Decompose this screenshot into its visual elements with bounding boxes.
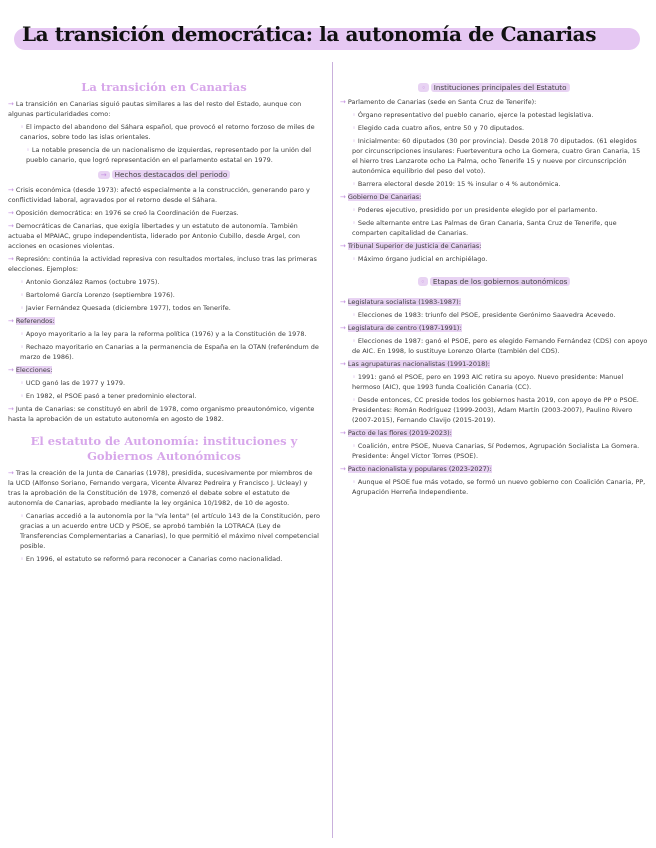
arrow-right-icon: →	[340, 360, 346, 368]
list-item: ◦ Bartolomé García Lorenzo (septiembre 1976).	[20, 291, 175, 299]
bullet-icon: ◦	[20, 291, 24, 299]
arrow-right-icon: →	[8, 186, 14, 194]
list-item: → Elecciones:	[8, 366, 53, 374]
arrow-right-icon: →	[98, 171, 110, 179]
arrow-right-icon: →	[8, 222, 14, 230]
subheading-etapas: ◦ Etapas de los gobiernos autonómicos	[340, 276, 648, 287]
list-item: → Gobierno De Canarias:	[340, 193, 422, 201]
list-item: ◦ En 1996, el estatuto se reformó para reconocer a Canarias como nacionalidad.	[20, 555, 283, 563]
list-item: ◦ Poderes ejecutivo, presidido por un presidente elegido por el parlamento.	[352, 206, 598, 214]
list-item: ◦ Elegido cada cuatro años, entre 50 y 70 diputados.	[352, 124, 525, 132]
bullet-icon: ◦	[20, 555, 24, 563]
list-item: → Pacto de las flores (2019-2023):	[340, 429, 452, 437]
arrow-right-icon: →	[340, 98, 346, 106]
arrow-right-icon: →	[340, 324, 346, 332]
bullet-icon: ◦	[352, 206, 356, 214]
list-item: → Las agrupaturas nacionalistas (1991-2018):	[340, 360, 490, 368]
list-item: ◦ Aunque el PSOE fue más votado, se formó un nuevo gobierno con Coalición Canaria, PP, Agrupación Herreña Independiente.	[352, 478, 646, 496]
bullet-icon: ◦	[352, 137, 356, 145]
bullet-icon: ◦	[26, 146, 30, 154]
list-item: ◦ Elecciones de 1987: ganó el PSOE, pero es elegido Fernando Fernández (CDS) con apoyo de AIC. En 1998, lo sustituye Lorenzo Olarte (también del CDS).	[352, 337, 648, 355]
list-item: → Parlamento de Canarias (sede en Santa Cruz de Tenerife):	[340, 98, 537, 106]
list-item: → Represión: continúa la actividad represiva con resultados mortales, incluso tras las primeras elecciones. Ejemplos:	[8, 255, 317, 273]
subheading-instituciones: ◦ Instituciones principales del Estatuto	[340, 82, 648, 93]
list-item: ◦ Javier Fernández Quesada (diciembre 1977), todos en Tenerife.	[20, 304, 231, 312]
arrow-right-icon: →	[8, 100, 14, 108]
arrow-right-icon: →	[340, 298, 346, 306]
page-title: La transición democrática: la autonomía de Canarias	[22, 22, 597, 46]
section-heading-transicion: La transición en Canarias	[81, 80, 247, 94]
list-item: ◦ Sede alternante entre Las Palmas de Gran Canaria, Santa Cruz de Tenerife, que comparten capitalidad de Canarias.	[352, 219, 617, 237]
list-item: → Referendos:	[8, 317, 55, 325]
bullet-icon: ◦	[352, 396, 356, 404]
left-column	[8, 78, 320, 567]
bullet-icon: ◦	[352, 111, 356, 119]
list-item: → Tribunal Superior de Justicia de Canarias:	[340, 242, 482, 250]
list-item: → Pacto nacionalista y populares (2023-2027):	[340, 465, 492, 473]
list-item: ◦ En 1982, el PSOE pasó a tener predominio electoral.	[20, 392, 197, 400]
bullet-icon: ◦	[418, 277, 428, 286]
bullet-icon: ◦	[20, 512, 24, 520]
bullet-icon: ◦	[20, 330, 24, 338]
list-item: → Junta de Canarias: se constituyó en abril de 1978, como organismo preautonómico, vigente hasta la aprobación de un estatuto autonomía en agosto de 1982.	[8, 405, 315, 423]
list-item: ◦ Apoyo mayoritario a la ley para la reforma política (1976) y a la Constitución de 1978.	[20, 330, 307, 338]
arrow-right-icon: →	[340, 429, 346, 437]
list-item: ◦ Órgano representativo del pueblo canario, ejerce la potestad legislativa.	[352, 111, 594, 119]
subheading-hechos: → Hechos destacados del periodo	[8, 169, 320, 181]
arrow-right-icon: →	[8, 469, 14, 477]
arrow-right-icon: →	[340, 465, 346, 473]
list-item: ◦ Rechazo mayoritario en Canarias a la permanencia de España en la OTAN (referéndum de marzo de 1986).	[20, 343, 319, 361]
bullet-icon: ◦	[352, 311, 356, 319]
list-item: ◦ UCD ganó las de 1977 y 1979.	[20, 379, 126, 387]
bullet-icon: ◦	[352, 442, 356, 450]
bullet-icon: ◦	[20, 123, 24, 131]
list-item: ◦ Desde entonces, CC preside todos los gobiernos hasta 2019, con apoyo de PP o PSOE. Presidentes: Román Rodríguez (1999-2003), Adam Martín (2003-2007), Paulino Rivero (2007-2015), Fernando Clavijo (2015-2019).	[352, 396, 639, 424]
bullet-icon: ◦	[20, 343, 24, 351]
bullet-icon: ◦	[418, 83, 428, 92]
list-item: ◦ Antonio González Ramos (octubre 1975).	[20, 278, 160, 286]
bullet-icon: ◦	[20, 304, 24, 312]
list-item: ◦ 1991: ganó el PSOE, pero en 1993 AIC retira su apoyo. Nuevo presidente: Manuel hermoso (AIC), que 1993 funda Coalición Canaria (CC).	[352, 373, 624, 391]
arrow-right-icon: →	[8, 209, 14, 217]
list-item: ◦ Inicialmente: 60 diputados (30 por provincia). Desde 2018 70 diputados. (61 elegidos por circunscripciones insulares: Fuerteventura ocho La Gomera, cuatro Gran Canaria, 15 el hierro tres Lanzarote ocho La Palma, ocho Tenerife 15 y nueve por circunscripción autonómica equilibrio del peso del voto).	[352, 137, 641, 175]
bullet-icon: ◦	[20, 278, 24, 286]
arrow-right-icon: →	[8, 317, 14, 325]
list-item: → Legislatura socialista (1983-1987):	[340, 298, 461, 306]
list-item: ◦ Canarias accedió a la autonomía por la "vía lenta" (el artículo 143 de la Constitución, pero gracias a un acuerdo entre UCD y PSOE, se aprobó también la LOTRACA (Ley de Transferencias Complementarias a Canarias), lo que permitió el máximo nivel competencial posible.	[20, 512, 320, 550]
title-banner	[14, 22, 640, 54]
list-item: → Legislatura de centro (1987-1991):	[340, 324, 462, 332]
list-item: → La transición en Canarias siguió pautas similares a las del resto del Estado, aunque con algunas particularidades como:	[8, 100, 302, 118]
bullet-icon: ◦	[352, 255, 356, 263]
list-item: ◦ Barrera electoral desde 2019: 15 % insular o 4 % autonómica.	[352, 180, 561, 188]
list-item: ◦ Elecciones de 1983: triunfo del PSOE, presidente Gerónimo Saavedra Acevedo.	[352, 311, 616, 319]
bullet-icon: ◦	[20, 379, 24, 387]
bullet-icon: ◦	[352, 478, 356, 486]
bullet-icon: ◦	[352, 219, 356, 227]
right-column	[340, 78, 648, 500]
list-item: → Tras la creación de la Junta de Canarias (1978), presidida, sucesivamente por miembros de la UCD (Alfonso Soriano, Fernando vergara, Vicente Álvarez Pedreira y Francisco J. Ucleay) y tras la aprobación de la Constitución de 1978, comenzó el debate sobre el estatuto de autonomía de Canarias, aprobado mediante la ley orgánica 10/1982, de 10 de agosto.	[8, 469, 313, 507]
section-heading-estatuto: El estatuto de Autonomía: instituciones y Gobiernos Autonómicos	[30, 434, 298, 463]
list-item: → Democráticas de Canarias, que exigía libertades y un estatuto de autonomía. También actuaba el MPAIAC, grupo independentista, liderado por Antonio Cubillo, desde Argel, con acciones en ocasiones violentas.	[8, 222, 300, 250]
arrow-right-icon: →	[8, 405, 14, 413]
arrow-right-icon: →	[8, 255, 14, 263]
bullet-icon: ◦	[352, 180, 356, 188]
list-item: ◦ La notable presencia de un nacionalismo de izquierdas, representado por la unión del pueblo canario, que logró representación en el parlamento estatal en 1979.	[26, 146, 312, 164]
bullet-icon: ◦	[352, 124, 356, 132]
column-divider	[332, 62, 333, 838]
arrow-right-icon: →	[340, 242, 346, 250]
bullet-icon: ◦	[352, 337, 356, 345]
bullet-icon: ◦	[20, 392, 24, 400]
arrow-right-icon: →	[340, 193, 346, 201]
bullet-icon: ◦	[352, 373, 356, 381]
arrow-right-icon: →	[8, 366, 14, 374]
list-item: ◦ Máximo órgano judicial en archipiélago.	[352, 255, 488, 263]
list-item: → Oposición democrática: en 1976 se creó la Coordinación de Fuerzas.	[8, 209, 239, 217]
list-item: ◦ Coalición, entre PSOE, Nueva Canarias, Sí Podemos, Agrupación Socialista La Gomera. Presidente: Ángel Víctor Torres (PSOE).	[352, 442, 640, 460]
list-item: → Crisis económica (desde 1973): afectó especialmente a la construcción, generando paro y conflictividad laboral, agravados por el retorno desde el Sáhara.	[8, 186, 310, 204]
list-item: ◦ El impacto del abandono del Sáhara español, que provocó el retorno forzoso de miles de canarios, sobre todo las islas orientales.	[20, 123, 315, 141]
